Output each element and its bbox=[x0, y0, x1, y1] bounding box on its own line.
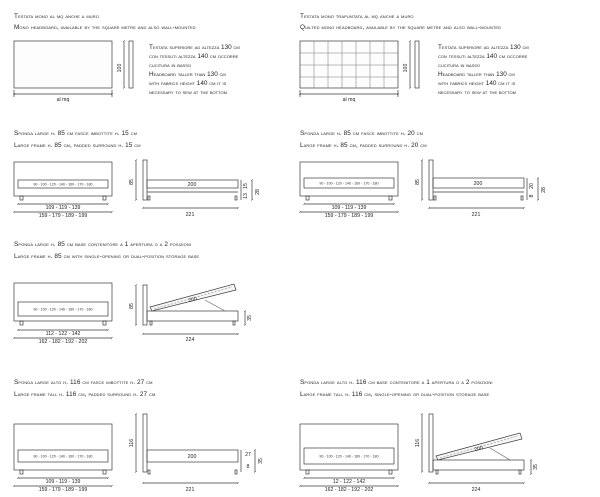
s2-note-en-3: necessary to sew at the bottom bbox=[438, 89, 516, 96]
s3-inner-widths: 109 - 119 - 139 bbox=[45, 205, 81, 211]
s1-note-en-1: Headboard taller than 130 cm bbox=[149, 71, 226, 78]
s2-headboard-front bbox=[300, 41, 398, 88]
s4-title-en: Large frame h. 85 cm, padded surround h. 20 cm bbox=[300, 142, 427, 149]
s4-total-h: 28 bbox=[541, 187, 547, 193]
s6-surround: 27 bbox=[245, 452, 251, 458]
s3-title-en: Large frame h. 85 cm, padded surround h. 15 cm bbox=[14, 142, 141, 149]
s3-height: 85 bbox=[129, 179, 135, 185]
s7-height: 116 bbox=[415, 438, 421, 448]
s4-title-it: Sponda large h. 85 cm fasce imbottite h. 20 cm bbox=[300, 130, 424, 137]
s6-inner-widths: 109 - 119 - 139 bbox=[45, 479, 81, 485]
s4-outer-widths: 159 - 179 - 189 - 199 bbox=[324, 213, 374, 219]
s5-base-h: 35 bbox=[247, 315, 253, 321]
s1-note-it-1: Testata superiore ad altezza 130 cm bbox=[149, 44, 240, 51]
s2-headboard-side bbox=[415, 41, 419, 88]
s5-mattress-sizes: 90 - 100 - 120 - 140 - 160 - 170 - 180 bbox=[33, 307, 93, 312]
s5-length-total: 224 bbox=[185, 337, 195, 343]
s5-length-inner: 200 bbox=[187, 296, 198, 305]
s7-inner-widths: 12 - 122 - 142 bbox=[332, 479, 366, 485]
s7-length-total: 224 bbox=[471, 487, 481, 493]
s2-headboard-drawing bbox=[300, 41, 419, 97]
s4-gap: 8 bbox=[529, 194, 535, 198]
s4-headboard bbox=[300, 162, 398, 196]
s3-outer-widths: 159 - 179 - 189 - 199 bbox=[38, 213, 88, 219]
s6-side-drawing bbox=[136, 414, 255, 483]
s1-title-it: Testata mono al mq anche a muro bbox=[14, 13, 99, 20]
s7-mattress-sizes: 90 - 100 - 120 - 140 - 160 - 170 - 180 bbox=[319, 454, 379, 459]
s4-length-total: 221 bbox=[471, 212, 481, 218]
s7-headboard bbox=[300, 424, 398, 470]
s4-surround: 20 bbox=[529, 183, 535, 189]
s2-note-it-1: Testata superiore ad altezza 130 cm bbox=[438, 44, 529, 51]
s6-mattress-sizes: 90 - 100 - 120 - 140 - 160 - 170 - 180 bbox=[33, 454, 93, 459]
s1-note-en-2: with fabrics height 140 cm it is bbox=[149, 80, 227, 87]
s4-inner-widths: 109 - 119 - 139 bbox=[331, 205, 367, 211]
s3-headboard bbox=[14, 162, 112, 196]
s4-length-inner: 200 bbox=[473, 181, 483, 187]
s6-total-h: 35 bbox=[258, 458, 264, 464]
s1-headboard-drawing bbox=[14, 41, 133, 97]
s7-length-inner: 200 bbox=[473, 445, 484, 454]
s7-title-it: Sponda large alto h. 116 cm base contenitore a 1 apertura o a 2 posizioni bbox=[300, 379, 493, 386]
s4-mattress-sizes: 90 - 100 - 120 - 140 - 160 - 170 - 180 bbox=[319, 181, 379, 186]
s6-title-en: Large frame tall h. 116 cm, padded surround h. 27 cm bbox=[14, 391, 156, 398]
s3-gap: 13 bbox=[243, 193, 249, 199]
s3-length-inner: 200 bbox=[187, 182, 197, 188]
s3-mattress-sizes: 90 - 100 - 120 - 140 - 160 - 170 - 180 bbox=[33, 182, 93, 187]
s7-base-h: 35 bbox=[533, 464, 539, 470]
s3-total-h: 28 bbox=[255, 189, 261, 195]
s2-title-en: Quilted mono headboard, available by the square metre and also wall-mounted bbox=[300, 24, 502, 31]
s1-height-label: 100 bbox=[117, 63, 123, 73]
s2-height-label: 100 bbox=[403, 63, 409, 73]
s7-title-en: Large frame tall h. 116 cm, single-opening or dual-position storage base bbox=[300, 391, 490, 398]
s7-side-base bbox=[433, 460, 524, 470]
s4-height: 85 bbox=[415, 179, 421, 185]
s3-surround: 15 bbox=[243, 183, 249, 189]
s2-width-label: al mq bbox=[342, 97, 356, 103]
s1-width-label: al mq bbox=[56, 97, 70, 103]
s2-note-en-2: with fabrics height 140 cm it is bbox=[438, 80, 516, 87]
s6-headboard bbox=[14, 424, 112, 470]
s5-title-it: Sponda large h. 85 cm base contenitore a 1 apertura o a 2 posizioni bbox=[14, 241, 192, 248]
s7-outer-widths: 162 - 182 - 192 - 202 bbox=[324, 487, 374, 493]
s5-side-drawing bbox=[136, 284, 245, 334]
s6-gap: 8 bbox=[246, 464, 250, 470]
s1-note-en-3: necessary to sew at the bottom bbox=[149, 89, 227, 96]
s2-note-it-3: cucitura in basso bbox=[438, 62, 481, 69]
s2-note-en-1: Headboard taller than 130 cm bbox=[438, 71, 515, 78]
s1-note-it-3: cucitura in basso bbox=[149, 62, 192, 69]
s6-height: 116 bbox=[129, 438, 135, 448]
s2-title-it: Testata mono trapuntata al mq anche a muro bbox=[300, 13, 414, 20]
s6-length-total: 221 bbox=[185, 487, 195, 493]
s5-title-en: Large frame h. 85 cm with single-opening or dual-position storage base bbox=[14, 253, 200, 260]
s2-note-it-2: con tessuti altezza 140 cm occorre bbox=[438, 53, 528, 60]
s1-title-en: Mono headboard, available by the square metre and also wall-mounted bbox=[14, 24, 196, 31]
s6-length-inner: 200 bbox=[187, 454, 197, 460]
s1-note-it-2: con tessuti altezza 140 cm occorre bbox=[149, 53, 239, 60]
s1-headboard-front bbox=[14, 41, 112, 88]
s5-inner-widths: 112 - 122 - 142 bbox=[45, 331, 81, 337]
s6-title-it: Sponda large alto h. 116 cm fasce imbottite h. 27 cm bbox=[14, 379, 153, 386]
s5-height: 85 bbox=[129, 303, 135, 309]
s6-outer-widths: 159 - 179 - 189 - 199 bbox=[38, 487, 88, 493]
s5-side-base bbox=[147, 311, 238, 321]
s5-outer-widths: 162 - 182 - 192 - 202 bbox=[38, 339, 88, 345]
s3-title-it: Sponda large h. 85 cm fasce imbottite h. 15 cm bbox=[14, 130, 138, 137]
s1-headboard-side bbox=[129, 41, 133, 88]
s3-length-total: 221 bbox=[185, 212, 195, 218]
